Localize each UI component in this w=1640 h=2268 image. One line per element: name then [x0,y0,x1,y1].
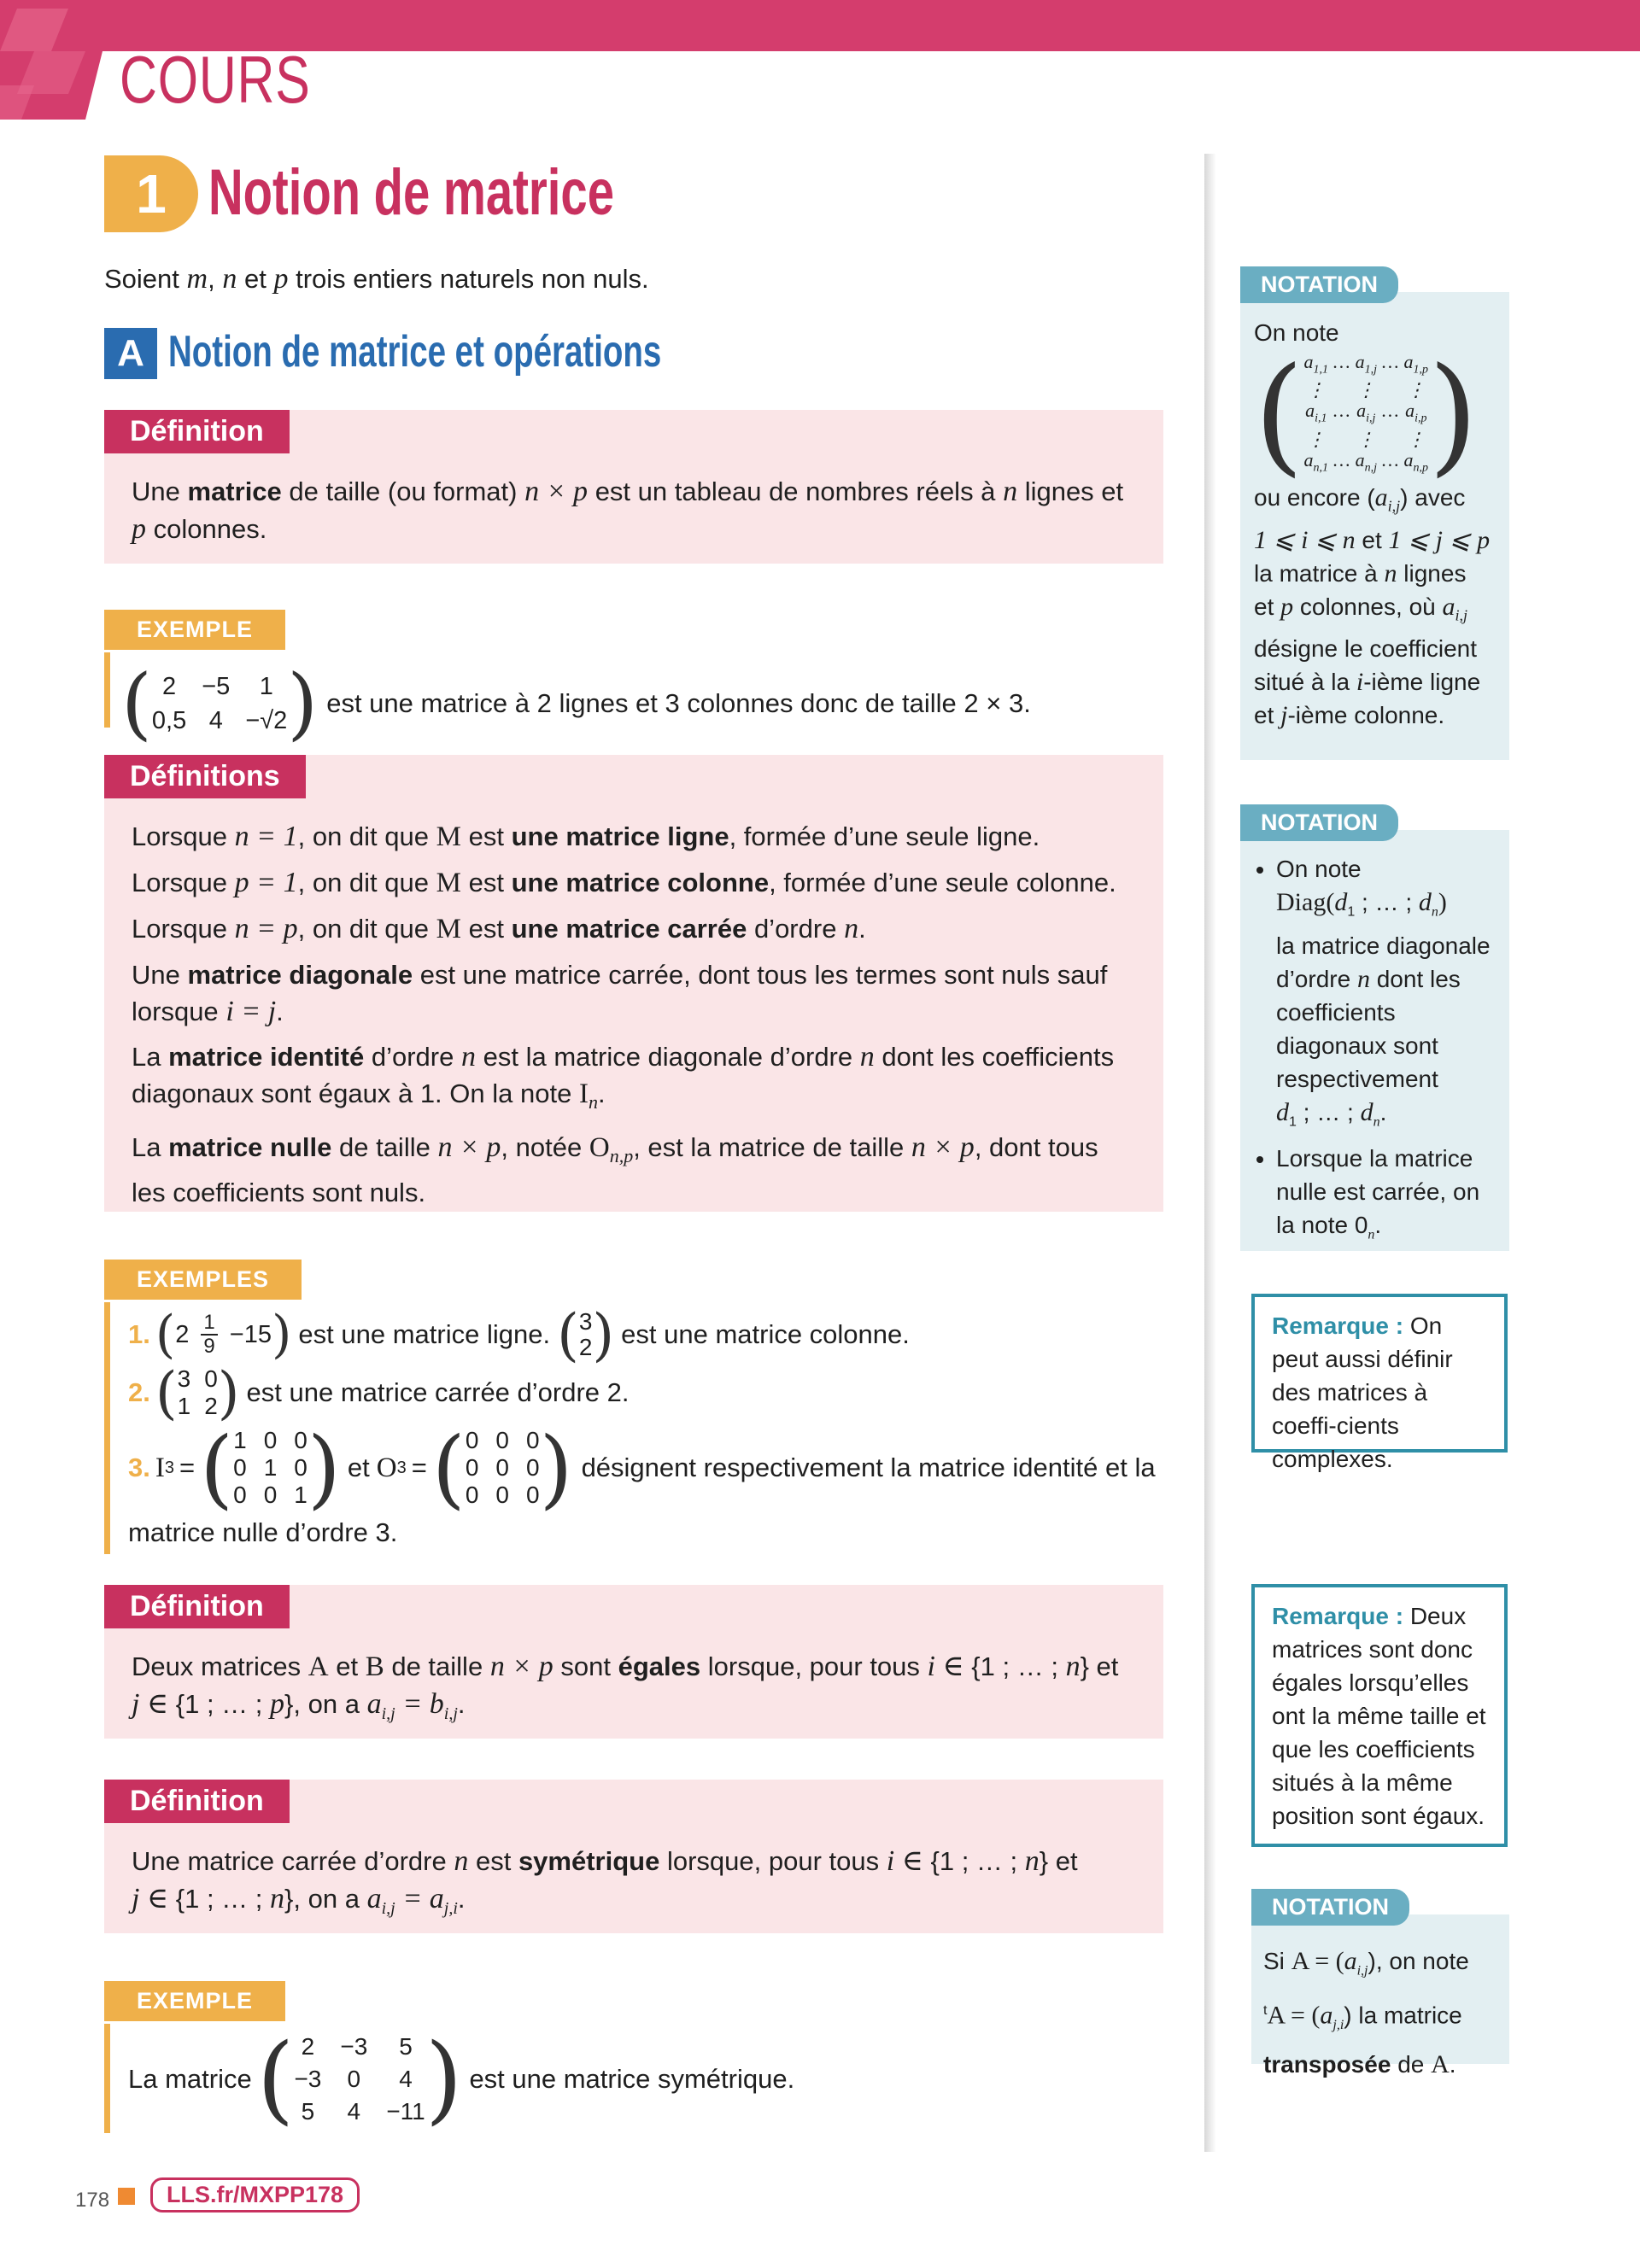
definition-label: Définition [104,1780,290,1823]
resource-link[interactable]: LLS.fr/MXPP178 [150,2177,360,2212]
column-divider-shadow [1204,154,1216,2152]
example-item-2: 2. ( 3 0 1 2 ) est une matrice carrée d’ordre 2. [128,1359,630,1426]
top-accent-bar [282,0,1640,51]
notation-sidebar-2 [1240,804,1509,1253]
definition-text: Deux matrices A et B de taille n × p sont égales lorsque, pour tous i ∈ {1 ; … ; n} et j ∈ {1 ; … ; p}, on a $a_{i,j} = b_{i,j}$. [132,1651,1119,1724]
example-box-3 [104,1981,1163,2133]
example-label: EXEMPLE [104,610,285,650]
examples-box [104,1260,1163,1554]
definition-box-symetrique [104,1780,1163,1933]
page-title: Notion de matrice [208,156,614,229]
page-number: 178 [75,2189,110,2212]
intro-text: Soient m, n et p trois entiers naturels non nuls. [104,263,649,295]
example-bar [104,1302,110,1554]
footer-square-marker [118,2188,135,2205]
definition-box-matrice [104,410,1163,564]
matrix-2x3: ( 2 −5 1 0,5 4 −√2 ) [121,658,319,749]
definition-text: Une matrice de taille (ou format) n × p est un tableau de nombres réels à n lignes et p colonnes. [132,476,1124,545]
definition-label: Définition [104,1585,290,1628]
notation-label: NOTATION [1251,1889,1409,1926]
examples-content [128,1301,1156,1548]
example-item-1: 1. ( 2 1 9 −15 ) est une matrice ligne. ( 3 2 ) est une matrice colonne. [128,1301,910,1368]
example-item-3-continued: matrice nulle d’ordre 3. [128,1517,398,1547]
notation-sidebar-1 [1240,266,1509,762]
notation-sidebar-3 [1251,1889,1509,2078]
general-matrix: ( $a_{1,1}$ … $a_{1,j}$ … $a_{1,p}$ ⋮ ⋮ ⋮ $a_{i,1}$ … $a_{i,j}$ … $a_{i,p}$ ⋮ ⋮ ⋮ $a_{n,1}$ … $a_{n,j}$ … $a_{n,p}$ ) [1254,341,1479,489]
notation-bullet-diag: • On note $Diag(d_1$ ; … ; $d_n$) la matrice diagonale d’ordre n dont les coefficients diagonaux sont respectivement $d_1$ ; … ; $d_n$. [1276,852,1502,1138]
symmetric-matrix: ( 2 −3 5 −3 0 4 5 4 −11 ) [256,2024,463,2135]
example-bar [104,2024,110,2133]
definitions-box [104,755,1163,1212]
notation-text [1252,852,1502,1255]
example-content: La matrice ( 2 −3 5 −3 0 4 5 4 −11 ) est une matrice symétrique. [128,2024,795,2135]
chapter-number-badge: 1 [104,155,198,232]
subsection-title: Notion de matrice et opérations [168,327,662,377]
definition-box-egales [104,1585,1163,1739]
definitions-text: Lorsque n = 1, on dit que M est une matrice ligne, formée d’une seule ligne. Lorsque p = 1, on dit que M est une matrice colonne, formée d’une seule colonne. Lorsque n = p, on dit que M est une matrice carrée d’ordre n. Une matrice diagonale est une matrice carrée, dont tous les termes sont nuls sauf lorsque i = j. La matrice identité d’ordre n est la matrice diagonale d’ordre n dont les coefficients diagonaux sont égaux à 1. On la note $I_n$. La matrice nulle de taille n × p, notée $O_{n,p}$, est la matrice de taille n × p, dont tous les coefficients sont nuls. [132,821,1116,1208]
definitions-label: Définitions [104,755,306,798]
examples-label: EXEMPLES [104,1260,302,1300]
example-bar [104,652,110,728]
remark-box-2: Remarque : Deux matrices sont donc égales lorsqu’elles ont la même taille et que les coefficients situés à la même position sont égaux. [1251,1584,1508,1847]
notation-text: Si $A = (a_{i,j})$, on note $^tA = (a_{j,i})$ la matrice transposée de A. [1263,1947,1469,2078]
remark-box-1: Remarque : On peut aussi définir des matrices à coeffi-cients complexes. [1251,1294,1508,1453]
example-item-3: 3. I 3 = ( 1 0 0 0 1 0 0 0 1 ) et O 3 = ( 0 0 0 0 0 0 0 0 0 ) désignent respectivement la matrice identité et la [128,1418,1156,1518]
notation-text: On note ( $a_{1,1}$ … $a_{1,j}$ … $a_{1,p}$ ⋮ ⋮ ⋮ $a_{i,1}$ … $a_{i,j}$ … $a_{i,p}$ ⋮ ⋮ ⋮ $a_{n,1}$ … $a_{n,j}$ … $a_{n,p}$ ) ou encore $(a_{i,j})$ avec 1 ⩽ i ⩽ n et 1 ⩽ j ⩽ p la matrice à n lignes et p colonnes, où $a_{i,j}$ désigne le coefficient situé à la i-ième ligne et j-ième colonne. [1254,316,1502,732]
notation-bullet-null: • Lorsque la matrice nulle est carrée, on la note $0_n$. [1276,1142,1502,1252]
example-label: EXEMPLE [104,1981,285,2021]
example-content: ( 2 −5 1 0,5 4 −√2 ) est une matrice à 2 lignes et 3 colonnes donc de taille 2 × 3. [121,658,1031,749]
section-label: COURS [120,42,311,117]
subsection-letter: A [104,328,157,379]
definition-label: Définition [104,410,290,453]
notation-label: NOTATION [1240,804,1398,841]
notation-label: NOTATION [1240,266,1398,303]
example-box-1 [104,610,1163,749]
definition-text: Une matrice carrée d’ordre n est symétrique lorsque, pour tous i ∈ {1 ; … ; n} et j ∈ {1 ; … ; n}, on a $a_{i,j} = a_{j,i}$. [132,1845,1078,1919]
